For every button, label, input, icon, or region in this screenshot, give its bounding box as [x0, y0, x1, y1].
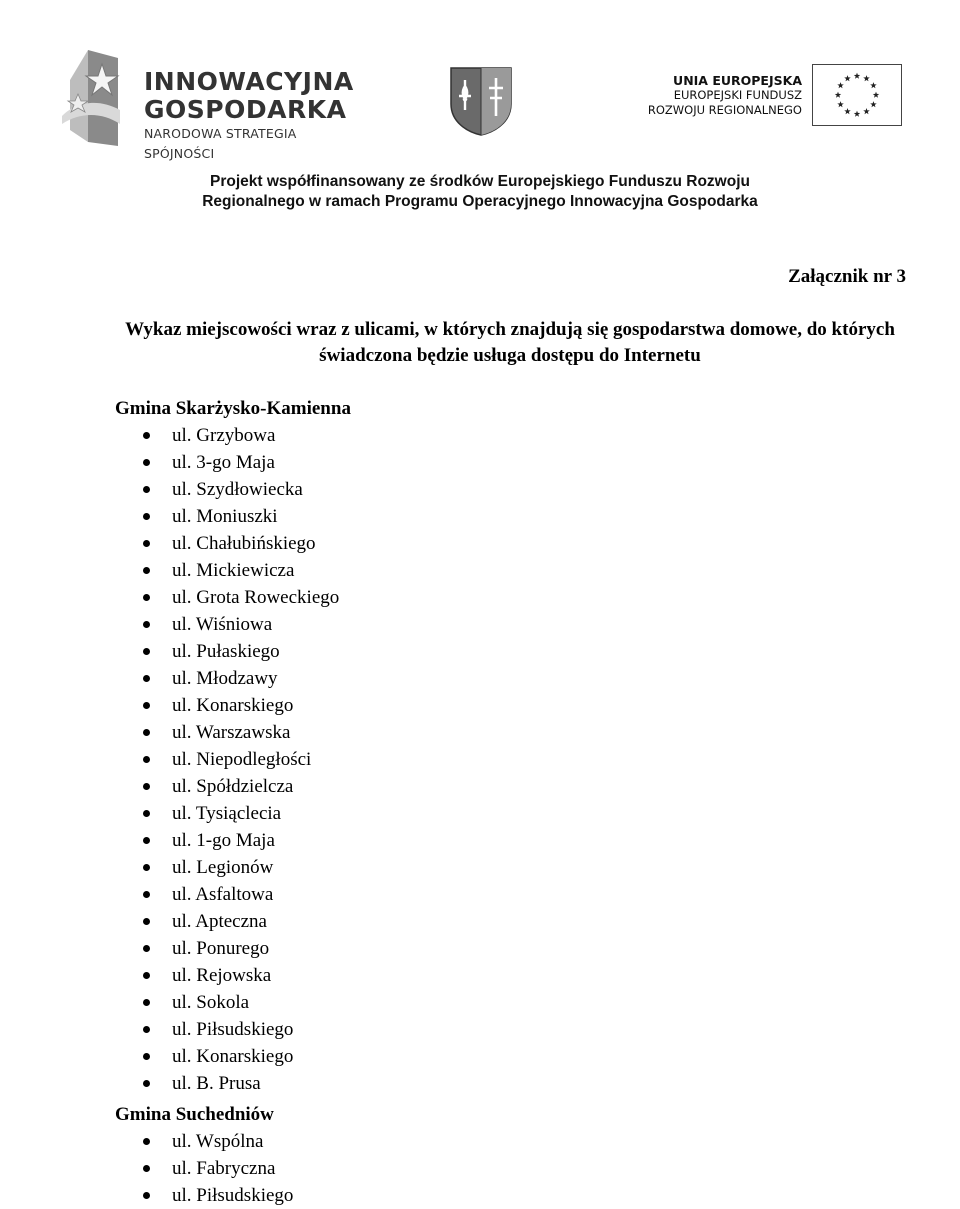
list-item: ul. 1-go Maja: [115, 827, 351, 854]
eu-star-icon: [870, 101, 876, 107]
bullet-icon: [143, 1192, 150, 1199]
list-item: ul. Konarskiego: [115, 692, 351, 719]
eu-logo-line2: EUROPEJSKI FUNDUSZ: [673, 88, 802, 102]
eu-logo-line3: ROZWOJU REGIONALNEGO: [647, 103, 802, 117]
bullet-icon: [143, 702, 150, 709]
list-item: ul. 3-go Maja: [115, 449, 351, 476]
bullet-icon: [143, 459, 150, 466]
bullet-icon: [143, 540, 150, 547]
list-item: ul. Piłsudskiego: [115, 1016, 351, 1043]
eu-logo-line1: UNIA EUROPEJSKA: [673, 73, 802, 88]
coat-of-arms-logo: [449, 66, 513, 136]
bullet-icon: [143, 513, 150, 520]
document-title-line2: świadczona będzie usługa dostępu do Internetu: [319, 345, 701, 366]
bullet-icon: [143, 864, 150, 871]
list-item: ul. Rejowska: [115, 962, 351, 989]
eu-star-icon: [837, 101, 843, 107]
annex-label: Załącznik nr 3: [788, 266, 906, 287]
eu-star-icon: [854, 73, 860, 79]
list-item: ul. Fabryczna: [115, 1155, 293, 1182]
section-suchedniow: [115, 1102, 293, 1209]
street-list: [115, 1128, 293, 1209]
list-item: ul. Legionów: [115, 854, 351, 881]
bullet-icon: [143, 567, 150, 574]
bullet-icon: [143, 756, 150, 763]
list-item: ul. Apteczna: [115, 908, 351, 935]
section-heading: Gmina Suchedniów: [115, 1104, 274, 1125]
list-item: ul. Spółdzielcza: [115, 773, 351, 800]
bullet-icon: [143, 891, 150, 898]
eu-star-icon: [863, 108, 869, 114]
eu-star-icon: [854, 111, 860, 117]
project-note-line1: Projekt współfinansowany ze środków Europejskiego Funduszu Rozwoju: [210, 173, 750, 190]
eu-star-icon: [837, 82, 843, 88]
list-item: ul. Szydłowiecka: [115, 476, 351, 503]
list-item: ul. Asfaltowa: [115, 881, 351, 908]
bullet-icon: [143, 594, 150, 601]
eu-star-icon: [844, 75, 850, 81]
bullet-icon: [143, 837, 150, 844]
bullet-icon: [143, 1026, 150, 1033]
list-item: ul. Grzybowa: [115, 422, 351, 449]
bullet-icon: [143, 675, 150, 682]
bullet-icon: [143, 972, 150, 979]
eu-logo: [640, 64, 902, 128]
eu-star-icon: [835, 92, 841, 98]
eu-star-icon: [873, 92, 879, 98]
list-item: ul. B. Prusa: [115, 1070, 351, 1097]
bullet-icon: [143, 810, 150, 817]
list-item: ul. Mickiewicza: [115, 557, 351, 584]
list-item: ul. Chałubińskiego: [115, 530, 351, 557]
list-item: ul. Pułaskiego: [115, 638, 351, 665]
coat-of-arms-icon: [449, 66, 513, 136]
bullet-icon: [143, 1053, 150, 1060]
list-item: ul. Młodzawy: [115, 665, 351, 692]
list-item: ul. Niepodległości: [115, 746, 351, 773]
logo-line-strategia: NARODOWA STRATEGIA SPÓJNOŚCI: [144, 126, 297, 161]
section-heading: Gmina Skarżysko-Kamienna: [115, 398, 351, 419]
eu-flag-icon: [812, 64, 902, 126]
eu-star-icon: [863, 75, 869, 81]
list-item: ul. Ponurego: [115, 935, 351, 962]
bullet-icon: [143, 783, 150, 790]
eu-star-icon: [844, 108, 850, 114]
logo-line-gospodarka: GOSPODARKA: [144, 95, 347, 124]
bullet-icon: [143, 999, 150, 1006]
list-item: ul. Konarskiego: [115, 1043, 351, 1070]
list-item: ul. Piłsudskiego: [115, 1182, 293, 1209]
list-item: ul. Moniuszki: [115, 503, 351, 530]
list-item: ul. Grota Roweckiego: [115, 584, 351, 611]
project-note-line2: Regionalnego w ramach Programu Operacyjnego Innowacyjna Gospodarka: [202, 193, 758, 210]
bullet-icon: [143, 648, 150, 655]
section-skarzysko-kamienna: [115, 396, 351, 1097]
document-title-line1: Wykaz miejscowości wraz z ulicami, w których znajdują się gospodarstwa domowe, do których: [125, 319, 895, 340]
bullet-icon: [143, 918, 150, 925]
logo-line-innowacyjna: INNOWACYJNA: [144, 67, 354, 96]
project-cofinancing-note: [0, 172, 960, 212]
bullet-icon: [143, 1138, 150, 1145]
bullet-icon: [143, 1080, 150, 1087]
eu-star-icon: [870, 82, 876, 88]
list-item: ul. Wiśniowa: [115, 611, 351, 638]
document-title: [100, 317, 920, 369]
list-item: ul. Sokola: [115, 989, 351, 1016]
bullet-icon: [143, 432, 150, 439]
bullet-icon: [143, 729, 150, 736]
innowacyjna-gospodarka-logo: [58, 50, 368, 161]
list-item: ul. Warszawska: [115, 719, 351, 746]
list-item: ul. Wspólna: [115, 1128, 293, 1155]
bullet-icon: [143, 621, 150, 628]
street-list: [115, 422, 351, 1097]
bullet-icon: [143, 945, 150, 952]
star-logo-icon: [58, 50, 150, 150]
bullet-icon: [143, 486, 150, 493]
list-item: ul. Tysiąclecia: [115, 800, 351, 827]
bullet-icon: [143, 1165, 150, 1172]
